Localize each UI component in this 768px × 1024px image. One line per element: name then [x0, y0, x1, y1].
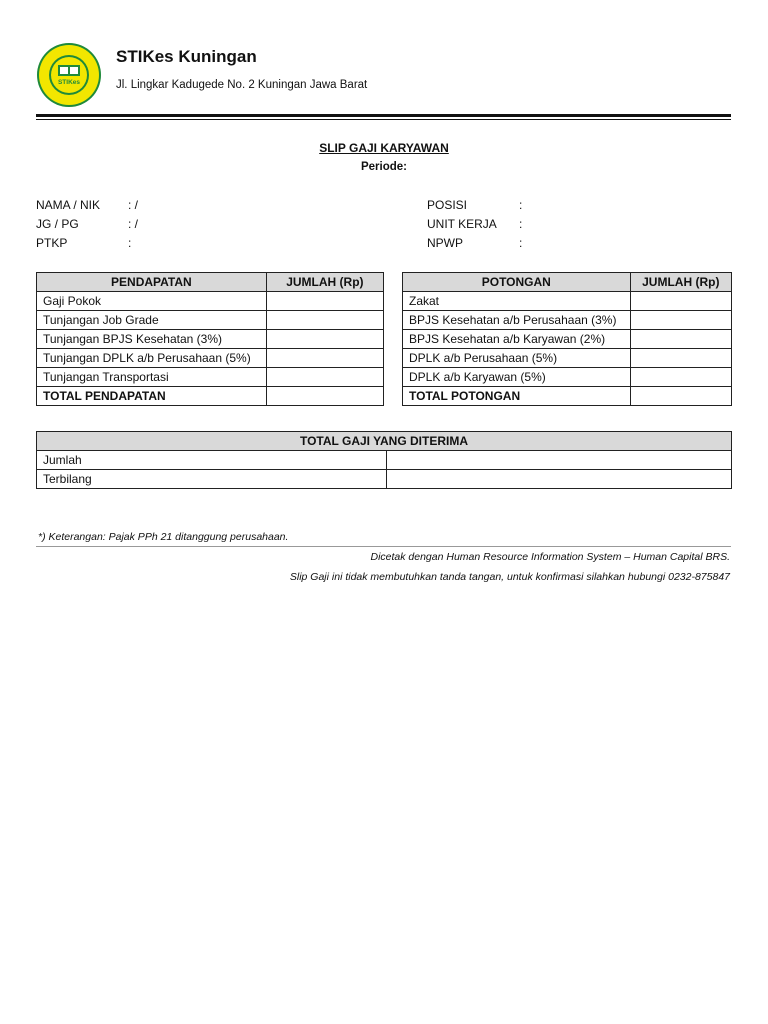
organization-address: Jl. Lingkar Kadugede No. 2 Kuningan Jawa Barat [116, 79, 368, 91]
table-row: Tunjangan DPLK a/b Perusahaan (5%) [37, 349, 384, 368]
header-divider [36, 114, 731, 117]
deduction-table [402, 272, 732, 406]
table-row: BPJS Kesehatan a/b Perusahaan (3%) [403, 311, 732, 330]
employee-info-right [427, 196, 522, 253]
table-row: DPLK a/b Karyawan (5%) [403, 368, 732, 387]
info-row-nama-nik: NAMA / NIK : / [36, 198, 139, 212]
period-label: Periode: [360, 161, 407, 173]
stikes-logo [36, 42, 102, 108]
info-row-ptkp: PTKP : [36, 236, 132, 250]
footer-divider [36, 546, 731, 547]
document-title: SLIP GAJI KARYAWAN [319, 141, 449, 155]
net-salary-header: TOTAL GAJI YANG DITERIMA [37, 432, 732, 451]
table-row: Terbilang [37, 470, 732, 489]
footer-printed-by: Dicetak dengan Human Resource Information System – Human Capital BRS. [370, 551, 730, 563]
header-divider-thin [36, 119, 731, 120]
footer-confirmation: Slip Gaji ini tidak membutuhkan tanda tangan, untuk konfirmasi silahkan hubungi 0232-875847 [289, 571, 730, 583]
period-line [0, 161, 768, 173]
income-total-row: TOTAL PENDAPATAN [37, 387, 384, 406]
income-table-header: PENDAPATAN JUMLAH (Rp) [37, 273, 384, 292]
table-row: Tunjangan Job Grade [37, 311, 384, 330]
table-row: DPLK a/b Perusahaan (5%) [403, 349, 732, 368]
logo-text: STIKes [57, 79, 81, 86]
net-salary-table [36, 431, 732, 489]
organization-name: STIKes Kuningan [116, 47, 257, 66]
info-row-jg-pg: JG / PG : / [36, 217, 139, 231]
employee-info-left [36, 196, 138, 253]
table-row: Tunjangan BPJS Kesehatan (3%) [37, 330, 384, 349]
deduction-table-header: POTONGAN JUMLAH (Rp) [403, 273, 732, 292]
table-row: Zakat [403, 292, 732, 311]
table-row: Jumlah [37, 451, 732, 470]
letterhead [36, 40, 732, 116]
info-row-unit-kerja: UNIT KERJA : [427, 217, 523, 231]
deduction-total-row: TOTAL POTONGAN [403, 387, 732, 406]
table-row: BPJS Kesehatan a/b Karyawan (2%) [403, 330, 732, 349]
tax-note: *) Keterangan: Pajak PPh 21 ditanggung perusahaan. [38, 531, 289, 543]
income-table [36, 272, 384, 406]
info-row-npwp: NPWP : [427, 236, 523, 250]
table-row: Gaji Pokok [37, 292, 384, 311]
table-row: Tunjangan Transportasi [37, 368, 384, 387]
info-row-posisi: POSISI : [427, 198, 523, 212]
